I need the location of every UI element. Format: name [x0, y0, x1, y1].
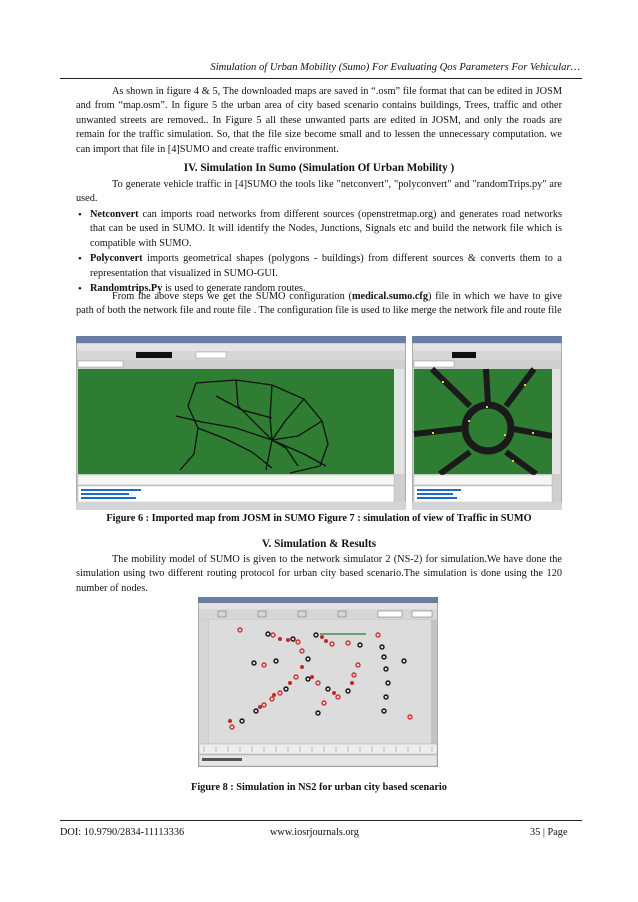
footer-page-number: 35 | Page	[530, 827, 568, 838]
running-header: Simulation of Urban Mobility (Sumo) For Evaluating Qos Parameters For Vehicular…	[210, 62, 580, 73]
footer-site: www.iosrjournals.org	[270, 827, 359, 838]
header-rule	[60, 78, 582, 79]
figure-8-caption: Figure 8 : Simulation in NS2 for urban city based scenario	[191, 782, 447, 793]
section-iv-heading: IV. Simulation In Sumo (Simulation Of Urban Mobility )	[183, 162, 455, 174]
footer-rule	[60, 820, 582, 821]
intro-paragraph: As shown in figure 4 & 5, The downloaded maps are saved in “.osm” file format that can be edited in JOSM and from “map.osm”. In figure 5 the urban area of city based scenario contains buildings, Trees, traffic and other unwanted streets are removed.. In Figure 5 all these unwanted parts are edited in JOSM, and only the roads are remain for the traffic simulation. So, that the file size become small and to lessen the unnecessary computation. we can import that file in [4]SUMO and create traffic environment.	[76, 86, 562, 155]
figure-6-7-caption: Figure 6 : Imported map from JOSM in SUMO Figure 7 : simulation of view of Traffic in SUMO	[106, 513, 532, 524]
bullet-netconvert: • Netconvert can imports road networks from different sources (openstretmap.org) and generates road networks that can be used in SUMO. It will identify the Nodes, Junctions, Signals etc and build the network file which is compatible with SUMO.	[76, 208, 562, 251]
figure-6-sumo-map-screenshot	[76, 336, 406, 510]
bullet-randomtrips: • Randomtrips.Py is used to generate random routes.	[76, 282, 562, 296]
tools-list	[76, 208, 562, 297]
section-v-heading: V. Simulation & Results	[261, 538, 377, 550]
config-paragraph: From the above steps we get the SUMO configuration (medical.sumo.cfg) file in which we have to give path of both the network file and route file . The configuration file is used to like merge the network file and route file	[76, 291, 562, 317]
bullet-polyconvert: • Polyconvert imports geometrical shapes (polygons - buildings) from different sources & converts them to a representation that visualized in SUMO-GUI.	[76, 252, 562, 281]
section-v-paragraph: The mobility model of SUMO is given to the network simulator 2 (NS-2) for simulation.We have done the simulation using two different routing protocol for urban city based scenario.The simulation is done using the 120 number of nodes.	[76, 554, 562, 594]
figure-8-ns2-screenshot	[198, 597, 438, 767]
figure-7-sumo-traffic-screenshot	[412, 336, 562, 510]
footer-doi: DOI: 10.9790/2834-11113336	[60, 827, 185, 838]
section-iv-lead: To generate vehicle traffic in [4]SUMO the tools like "netconvert", "polyconvert" and "randomTrips.py" are used.	[76, 179, 562, 205]
